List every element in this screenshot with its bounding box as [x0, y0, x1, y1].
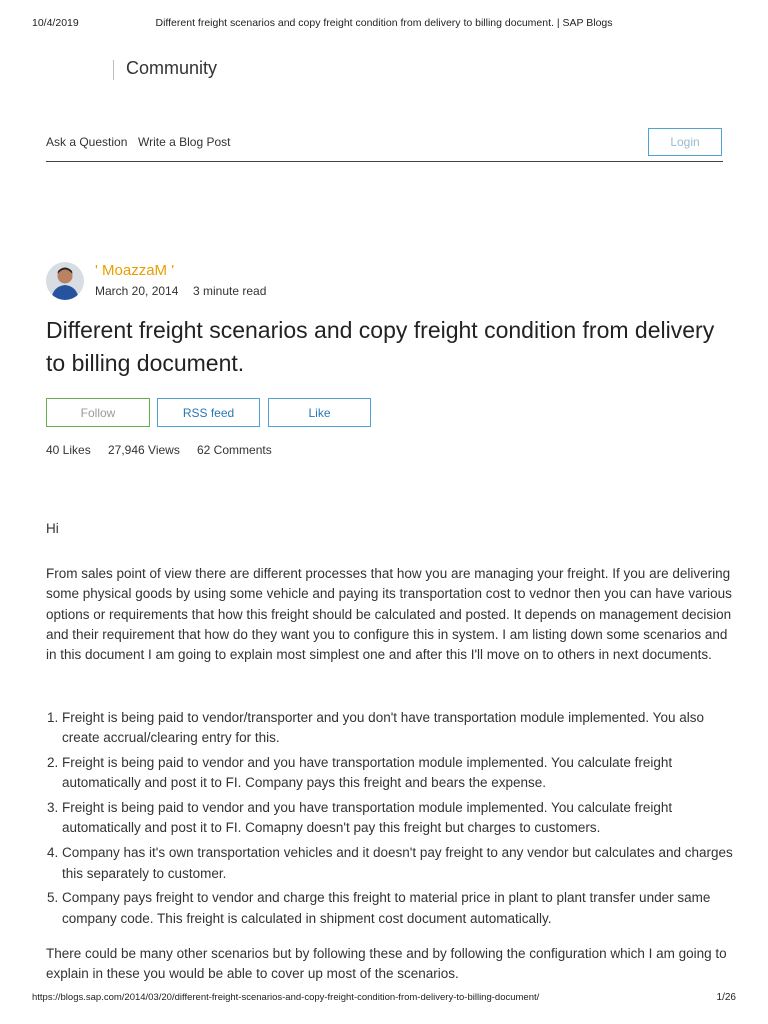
ask-question-link[interactable]: Ask a Question — [46, 135, 128, 149]
read-time: 3 minute read — [193, 284, 267, 298]
scenarios-list — [46, 708, 736, 933]
list-item: 3. Freight is being paid to vendor and you have transportation module implemented. You calculate freight automatically and post it to FI. Comapny doesn't pay this freight but charges to customers. — [62, 798, 736, 839]
print-page-number: 1/26 — [716, 992, 736, 1003]
rss-feed-button[interactable]: RSS feed — [157, 398, 260, 427]
brand-divider — [113, 60, 114, 80]
list-item: 2. Freight is being paid to vendor and you have transportation module implemented. You calculate freight automatically and post it to FI. Company pays this freight and bears the expense. — [62, 753, 736, 794]
list-item: 1. Freight is being paid to vendor/transporter and you don't have transportation module implemented. You also create accrual/clearing entry for this. — [62, 708, 736, 749]
list-item: 5. Company pays freight to vendor and charge this freight to material price in plant to plant transfer under same company code. This freight is calculated in shipment cost document automatically. — [62, 888, 736, 929]
write-blog-post-link[interactable]: Write a Blog Post — [138, 135, 231, 149]
print-url: https://blogs.sap.com/2014/03/20/different-freight-scenarios-and-copy-freight-condition-from-delivery-to-billing-document/ — [32, 992, 540, 1003]
views-count: 27,946 Views — [108, 443, 180, 457]
closing-paragraph: There could be many other scenarios but by following these and by following the configuration which I am going to explain in these you would be able to cover up most of the scenarios. — [46, 946, 727, 982]
follow-button[interactable]: Follow — [46, 398, 150, 427]
post-date: March 20, 2014 — [95, 284, 179, 298]
intro-paragraph: From sales point of view there are different processes that how you are managing your freight. If you are delivering some physical goods by using some vehicle and paying its transportation cost to vednor then you can have various options or requirements that how this freight should be calculated and posted. It depends on management decision and their requirement that how do they want you to configure this in system. I am listing down some scenarios and in this document I am going to explain most simplest one and after this I'll move on to others in next documents. — [46, 566, 732, 663]
author-avatar[interactable] — [46, 262, 84, 300]
likes-count: 40 Likes — [46, 443, 91, 457]
author-name-link[interactable]: ' MoazzaM ' — [95, 262, 175, 279]
greeting-text: Hi — [46, 521, 59, 536]
avatar-image — [46, 262, 84, 300]
print-date: 10/4/2019 — [32, 17, 79, 29]
like-button[interactable]: Like — [268, 398, 371, 427]
print-page-title: Different freight scenarios and copy freight condition from delivery to billing document. | SAP Blogs — [155, 17, 613, 29]
list-item: 4. Company has it's own transportation vehicles and it doesn't pay freight to any vendor but calculates and charges this separately to customer. — [62, 843, 736, 884]
login-button[interactable]: Login — [648, 128, 722, 156]
post-title: Different freight scenarios and copy freight condition from delivery to billing document. — [46, 317, 715, 376]
community-link[interactable]: Community — [126, 58, 218, 78]
comments-count-link[interactable]: 62 Comments — [197, 443, 272, 457]
nav-divider — [46, 161, 723, 162]
